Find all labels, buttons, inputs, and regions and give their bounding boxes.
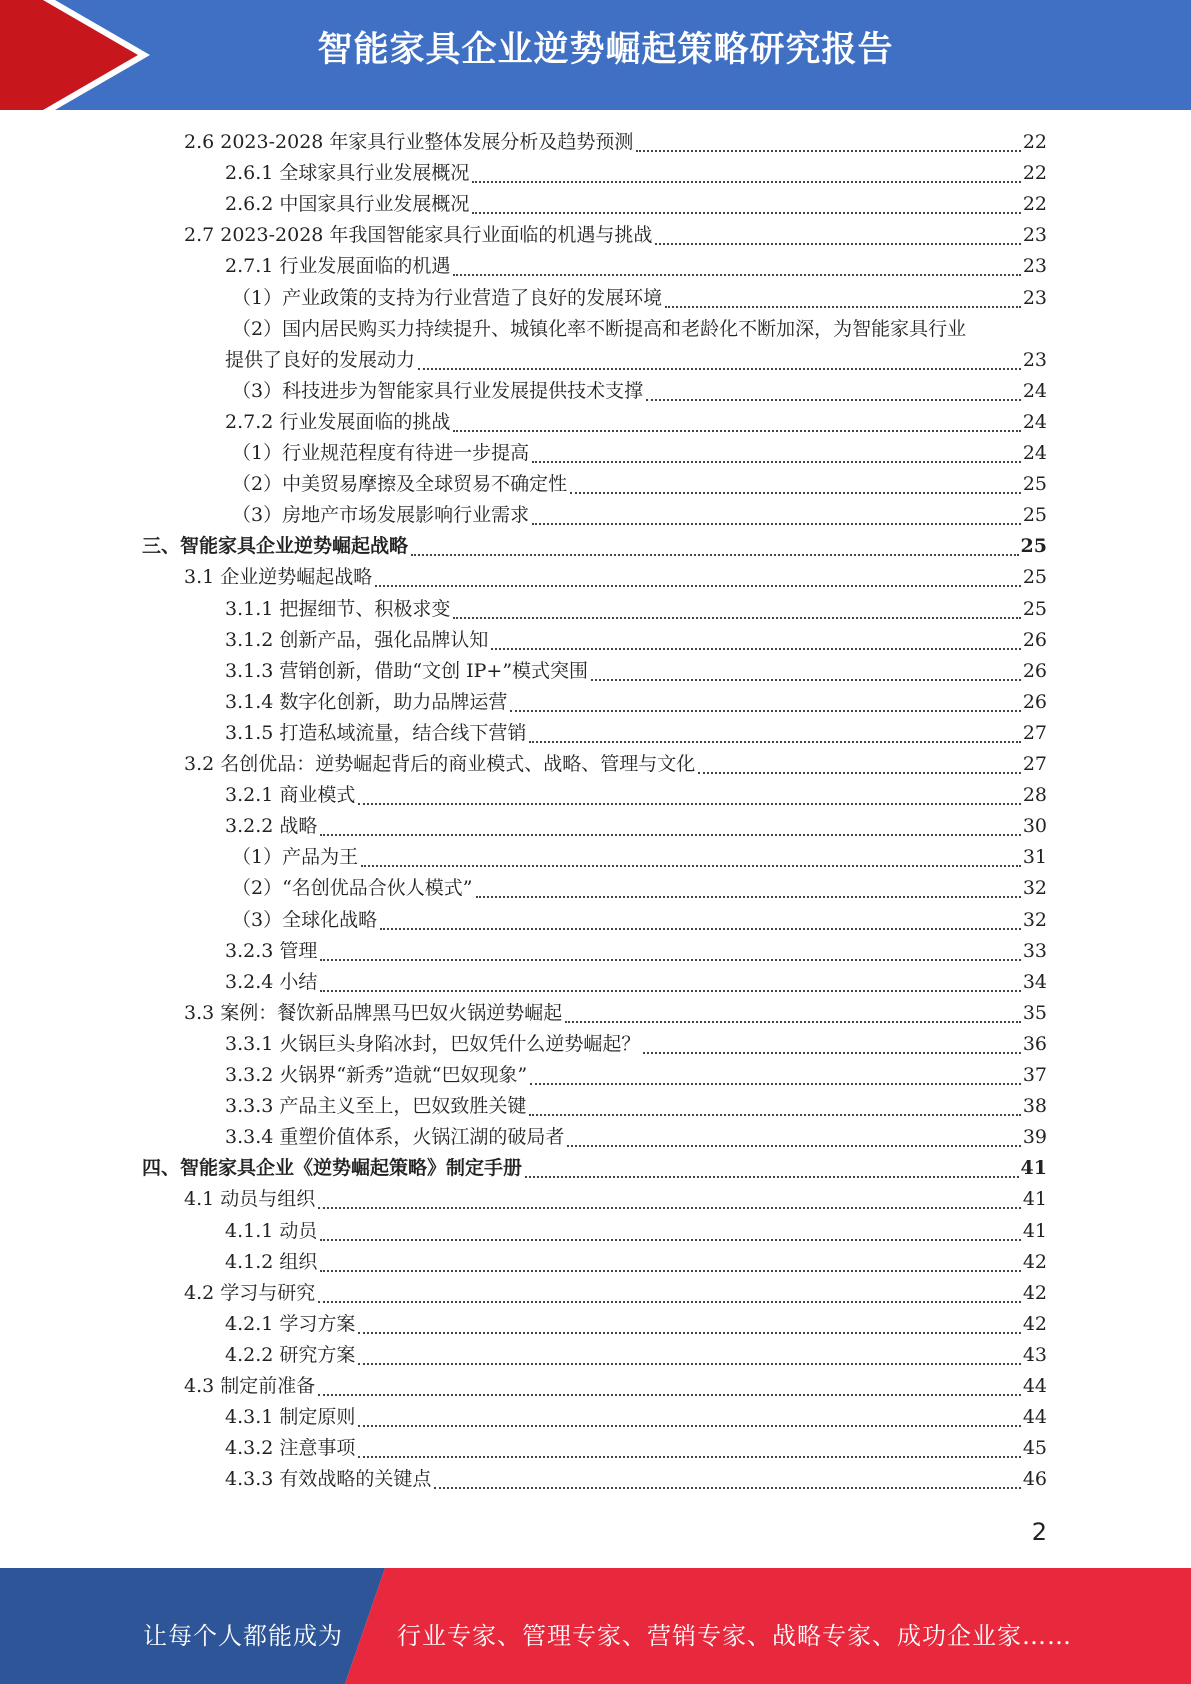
toc-leader-dots	[320, 990, 1020, 992]
toc-entry-page: 25	[1022, 597, 1047, 620]
toc-entry-page: 46	[1022, 1468, 1047, 1491]
toc-entry-page: 44	[1022, 1406, 1047, 1429]
toc-leader-dots	[472, 212, 1020, 214]
toc-entry-page: 24	[1022, 410, 1047, 433]
toc-entry-page: 32	[1022, 908, 1047, 931]
toc-entry-page: 22	[1022, 131, 1047, 153]
toc-leader-dots	[320, 1270, 1020, 1272]
toc-entry[interactable]	[232, 376, 1047, 407]
toc-entry[interactable]	[225, 718, 1047, 749]
page-number: 2	[1031, 1518, 1047, 1546]
toc-entry-page: 43	[1022, 1343, 1047, 1366]
toc-entry-page: 27	[1022, 753, 1047, 775]
toc-entry-page: 44	[1022, 1375, 1047, 1397]
toc-entry-title: 4.3 制定前准备	[184, 1375, 316, 1397]
toc-entry-title: （2）国内居民购买力持续提升、城镇化率不断提高和老龄化不断加深，为智能家具行业	[232, 317, 967, 340]
toc-leader-dots	[476, 896, 1021, 898]
toc-leader-dots	[565, 1021, 1021, 1023]
toc-entry-title: 3.3.1 火锅巨头身陷冰封，巴奴凭什么逆势崛起？	[225, 1032, 641, 1055]
toc-entry-title: 4.3.1 制定原则	[225, 1406, 356, 1429]
toc-entry[interactable]	[232, 438, 1047, 469]
toc-entry-page: 25	[1020, 535, 1047, 558]
toc-leader-dots	[320, 834, 1020, 836]
toc-leader-dots	[453, 274, 1020, 276]
toc-leader-dots	[320, 959, 1020, 961]
toc-entry-title: 3.2.4 小结	[225, 970, 318, 993]
toc-entry-page: 25	[1022, 504, 1047, 527]
toc-entry-page: 42	[1022, 1250, 1047, 1273]
toc-entry[interactable]	[225, 251, 1047, 282]
toc-entry[interactable]	[225, 594, 1047, 625]
toc-leader-dots	[636, 150, 1020, 152]
toc-entry[interactable]	[225, 1216, 1047, 1247]
toc-entry-page: 42	[1022, 1312, 1047, 1335]
toc-leader-dots	[358, 1363, 1020, 1365]
toc-entry-title: 3.1.3 营销创新，借助“文创 IP+”模式突围	[225, 659, 589, 682]
toc-entry-title: 4.2.2 研究方案	[225, 1343, 356, 1366]
toc-entry-page: 38	[1022, 1095, 1047, 1118]
toc-entry-page: 37	[1022, 1064, 1047, 1086]
toc-entry-title: 三、智能家具企业逆势崛起战略	[142, 535, 409, 558]
toc-leader-dots	[453, 430, 1020, 432]
toc-leader-dots	[665, 306, 1021, 308]
toc-leader-dots	[411, 554, 1019, 556]
toc-leader-dots	[318, 1207, 1021, 1209]
toc-entry-title: 四、智能家具企业《逆势崛起策略》制定手册	[142, 1157, 523, 1180]
toc-entry-title: 4.2.1 学习方案	[225, 1312, 356, 1335]
toc-entry-page: 23	[1022, 348, 1047, 371]
toc-entry-title: 3.3.3 产品主义至上，巴奴致胜关键	[225, 1095, 527, 1118]
toc-entry-title: （1）产品为王	[232, 846, 359, 869]
toc-entry-title: 3.1.2 创新产品，强化品牌认知	[225, 628, 489, 651]
toc-leader-dots	[529, 741, 1020, 743]
toc-entry-page: 32	[1022, 877, 1047, 900]
toc-entry[interactable]	[184, 749, 1047, 780]
toc-entry-title: 3.1 企业逆势崛起战略	[184, 566, 373, 589]
toc-entry[interactable]	[225, 1309, 1047, 1340]
toc-entry[interactable]	[225, 1060, 1047, 1091]
toc-entry-page: 27	[1022, 721, 1047, 744]
toc-entry-page: 23	[1022, 255, 1047, 278]
toc-leader-dots	[591, 679, 1021, 681]
toc-entry-page: 41	[1022, 1219, 1047, 1242]
toc-entry[interactable]	[184, 562, 1047, 593]
toc-entry[interactable]	[225, 811, 1047, 842]
footer-slogan-right: 行业专家、管理专家、营销专家、战略专家、成功企业家……	[397, 1622, 1072, 1650]
toc-leader-dots	[525, 1176, 1019, 1178]
toc-entry[interactable]	[142, 531, 1047, 562]
toc-entry-title: 3.2.1 商业模式	[225, 784, 356, 807]
toc-entry-page: 24	[1022, 379, 1047, 402]
report-title: 智能家具企业逆势崛起策略研究报告	[317, 30, 894, 70]
toc-entry[interactable]	[225, 1464, 1047, 1495]
toc-leader-dots	[532, 523, 1021, 525]
toc-entry-page: 23	[1022, 286, 1047, 309]
toc-entry-page: 26	[1022, 659, 1047, 682]
toc-entry-title: （3）科技进步为智能家具行业发展提供技术支撑	[232, 379, 644, 402]
toc-entry[interactable]	[225, 656, 1047, 687]
toc-entry[interactable]	[232, 873, 1047, 904]
toc-entry[interactable]	[232, 500, 1047, 531]
toc-entry[interactable]	[225, 158, 1047, 189]
toc-entry-title: 提供了良好的发展动力	[225, 348, 416, 371]
toc-entry-title: 2.7.2 行业发展面临的挑战	[225, 410, 451, 433]
toc-entry-title: 4.1 动员与组织	[184, 1188, 316, 1211]
toc-entry[interactable]	[225, 967, 1047, 998]
toc-entry-page: 34	[1022, 970, 1047, 993]
toc-entry-title: （2）中美贸易摩擦及全球贸易不确定性	[232, 473, 568, 496]
toc-leader-dots	[510, 710, 1020, 712]
toc-entry-title: （3）全球化战略	[232, 908, 378, 931]
footer-slogan-left: 让每个人都能成为	[143, 1622, 343, 1650]
toc-entry-page: 24	[1022, 442, 1047, 464]
toc-entry[interactable]	[232, 842, 1047, 873]
toc-leader-dots	[358, 1332, 1020, 1334]
toc-entry-title: 4.3.3 有效战略的关键点	[225, 1468, 432, 1491]
toc-entry-title: 3.2.2 战略	[225, 815, 318, 838]
toc-entry[interactable]	[225, 1091, 1047, 1122]
toc-leader-dots	[567, 1145, 1020, 1147]
toc-entry[interactable]	[184, 220, 1047, 251]
toc-entry-title: 2.7 2023-2028 年我国智能家具行业面临的机遇与挑战	[184, 224, 653, 247]
toc-entry-page: 30	[1022, 815, 1047, 838]
toc-leader-dots	[655, 243, 1020, 245]
toc-leader-dots	[530, 1083, 1021, 1085]
toc-entry-page: 45	[1022, 1437, 1047, 1460]
toc-entry-title: （1）产业政策的支持为行业营造了良好的发展环境	[232, 286, 663, 309]
toc-leader-dots	[380, 928, 1021, 930]
toc-entry-page: 31	[1022, 846, 1047, 869]
toc-entry[interactable]	[225, 407, 1047, 438]
toc-entry[interactable]	[225, 1433, 1047, 1464]
toc-entry-page: 26	[1022, 690, 1047, 713]
toc-entry[interactable]	[184, 1371, 1047, 1402]
toc-leader-dots	[375, 585, 1021, 587]
toc-entry-page: 41	[1020, 1157, 1047, 1180]
toc-entry[interactable]	[225, 1029, 1047, 1060]
toc-entry-title: 3.1.5 打造私域流量，结合线下营销	[225, 721, 527, 744]
toc-entry-page: 22	[1022, 193, 1047, 216]
toc-entry-title: （1）行业规范程度有待进一步提高	[232, 442, 530, 464]
toc-entry[interactable]	[184, 127, 1047, 158]
toc-entry-title: 3.3.4 重塑价值体系，火锅江湖的破局者	[225, 1126, 565, 1149]
toc-entry[interactable]	[232, 469, 1047, 500]
page-header	[0, 0, 1191, 110]
page-footer	[0, 1568, 1191, 1684]
toc-entry-title: 3.3.2 火锅界“新秀”造就“巴奴现象”	[225, 1064, 528, 1086]
toc-leader-dots	[491, 648, 1020, 650]
toc-leader-dots	[358, 803, 1020, 805]
toc-entry[interactable]	[184, 1184, 1047, 1215]
toc-entry-page: 22	[1022, 162, 1047, 185]
toc-entry-page: 26	[1022, 628, 1047, 651]
toc-entry-title: 2.7.1 行业发展面临的机遇	[225, 255, 451, 278]
toc-entry-page: 41	[1022, 1188, 1047, 1211]
toc-leader-dots	[318, 1301, 1021, 1303]
toc-leader-dots	[358, 1425, 1020, 1427]
toc-entry[interactable]	[225, 1247, 1047, 1278]
toc-leader-dots	[698, 772, 1021, 774]
toc-entry-title: 4.2 学习与研究	[184, 1281, 316, 1304]
toc-entry[interactable]	[225, 1122, 1047, 1153]
toc-entry-page: 42	[1022, 1281, 1047, 1304]
toc-entry-title: 3.1.4 数字化创新，助力品牌运营	[225, 690, 508, 713]
toc-leader-dots	[472, 181, 1020, 183]
toc-entry-title: 2.6.2 中国家具行业发展概况	[225, 193, 470, 216]
toc-leader-dots	[318, 1394, 1021, 1396]
toc-entry[interactable]	[184, 998, 1047, 1029]
toc-entry-title: 3.2 名创优品：逆势崛起背后的商业模式、战略、管理与文化	[184, 753, 696, 775]
toc-leader-dots	[320, 1239, 1020, 1241]
toc-leader-dots	[643, 1052, 1020, 1054]
toc-leader-dots	[361, 865, 1021, 867]
toc-entry[interactable]	[225, 345, 1047, 376]
toc-entry[interactable]	[225, 936, 1047, 967]
toc-leader-dots	[358, 1456, 1020, 1458]
toc-entry[interactable]	[232, 314, 1047, 345]
toc-leader-dots	[529, 1114, 1020, 1116]
toc-entry[interactable]	[225, 1340, 1047, 1371]
toc-entry[interactable]	[142, 1153, 1047, 1184]
toc-entry-page: 35	[1022, 1001, 1047, 1024]
toc-leader-dots	[418, 368, 1021, 370]
toc-leader-dots	[646, 399, 1021, 401]
toc-entry-title: 2.6.1 全球家具行业发展概况	[225, 162, 470, 185]
toc-entry-title: 3.3 案例：餐饮新品牌黑马巴奴火锅逆势崛起	[184, 1001, 563, 1024]
toc-entry-title: （2）“名创优品合伙人模式”	[232, 877, 473, 900]
toc-entry-title: （3）房地产市场发展影响行业需求	[232, 504, 530, 527]
toc-entry-title: 3.1.1 把握细节、积极求变	[225, 597, 451, 620]
toc-entry-page: 36	[1022, 1032, 1047, 1055]
toc-entry[interactable]	[225, 189, 1047, 220]
toc-leader-dots	[453, 617, 1020, 619]
toc-leader-dots	[532, 461, 1021, 463]
toc-entry-title: 4.3.2 注意事项	[225, 1437, 356, 1460]
toc-entry-page: 23	[1022, 224, 1047, 247]
toc-entry[interactable]	[225, 687, 1047, 718]
toc-entry[interactable]	[232, 283, 1047, 314]
toc-entry-title: 2.6 2023-2028 年家具行业整体发展分析及趋势预测	[184, 131, 634, 153]
toc-entry[interactable]	[225, 625, 1047, 656]
toc-entry-title: 4.1.2 组织	[225, 1250, 318, 1273]
toc-leader-dots	[570, 492, 1021, 494]
toc-entry-page: 25	[1022, 566, 1047, 589]
toc-entry[interactable]	[225, 1402, 1047, 1433]
toc-entry-title: 4.1.1 动员	[225, 1219, 318, 1242]
toc-entry-title: 3.2.3 管理	[225, 939, 318, 962]
toc-entry-page: 25	[1022, 473, 1047, 496]
toc-entry-page: 28	[1022, 784, 1047, 807]
toc-entry[interactable]	[232, 905, 1047, 936]
toc-entry[interactable]	[184, 1278, 1047, 1309]
toc-entry-page: 33	[1022, 939, 1047, 962]
toc-entry-page: 39	[1022, 1126, 1047, 1149]
toc-entry[interactable]	[225, 780, 1047, 811]
toc-leader-dots	[434, 1487, 1020, 1489]
